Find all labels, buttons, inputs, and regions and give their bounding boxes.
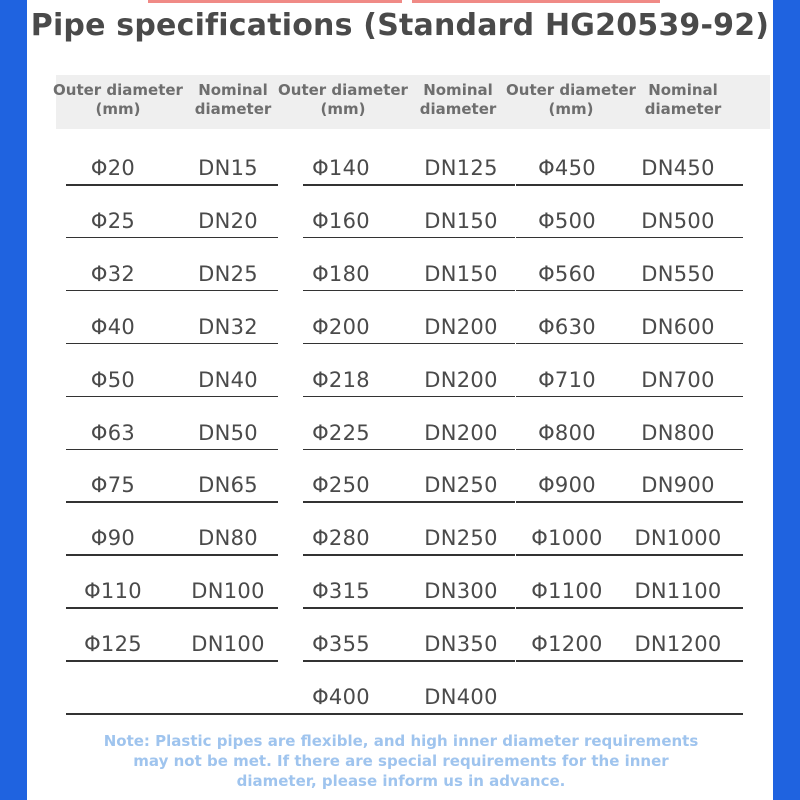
outer-diameter-cell: Φ75 [90,473,136,498]
header-nominal-diameter: Nominal diameter [194,81,272,118]
nominal-diameter-cell: DN50 [198,420,258,445]
row-divider [66,237,278,239]
nominal-diameter-cell: DN200 [424,420,498,445]
outer-diameter-cell: Φ110 [84,579,142,604]
page-title: Pipe specifications (Standard HG20539-92) [30,8,770,43]
row-divider [66,396,278,398]
nominal-diameter-cell: DN25 [198,261,258,286]
outer-diameter-cell: Φ200 [312,314,370,339]
nominal-diameter-cell: DN150 [424,208,498,233]
nominal-diameter-cell: DN250 [424,526,498,551]
nominal-diameter-cell: DN100 [191,632,265,657]
nominal-diameter-cell: DN700 [641,367,715,392]
nominal-diameter-cell: DN450 [641,156,715,180]
row-divider [516,343,743,345]
outer-diameter-cell: Φ560 [538,261,596,286]
outer-diameter-cell: Φ315 [312,579,370,604]
nominal-diameter-cell: DN500 [641,208,715,233]
row-divider [516,501,743,503]
nominal-diameter-cell: DN1100 [634,579,722,604]
outer-diameter-cell: Φ90 [90,526,136,551]
spec-card [27,0,773,800]
outer-diameter-cell: Φ280 [312,526,370,551]
header-outer-diameter: Outer diameter (mm) [53,81,183,118]
nominal-diameter-cell: DN600 [641,314,715,339]
outer-diameter-cell: Φ400 [312,685,370,709]
outer-diameter-cell: Φ140 [312,156,370,180]
outer-diameter-cell: Φ50 [90,367,136,392]
row-divider [66,184,278,186]
row-divider [303,660,515,662]
top-accent-bar [148,0,402,3]
outer-diameter-cell: Φ900 [538,473,596,498]
outer-diameter-cell: Φ1200 [531,632,603,657]
top-accent-bar [412,0,660,3]
outer-diameter-cell: Φ180 [312,261,370,286]
header-nominal-diameter: Nominal diameter [644,81,722,118]
nominal-diameter-cell: DN200 [424,367,498,392]
row-divider [66,713,743,715]
row-divider [66,343,278,345]
header-nominal-diameter: Nominal diameter [419,81,497,118]
outer-diameter-cell: Φ25 [90,208,136,233]
row-divider [516,449,743,451]
outer-diameter-cell: Φ125 [84,632,142,657]
nominal-diameter-cell: DN800 [641,420,715,445]
nominal-diameter-cell: DN65 [198,473,258,498]
outer-diameter-cell: Φ800 [538,420,596,445]
row-divider [66,501,278,503]
row-divider [516,290,743,292]
nominal-diameter-cell: DN350 [424,632,498,657]
row-divider [303,396,515,398]
header-outer-diameter: Outer diameter (mm) [506,81,636,118]
row-divider [303,554,515,556]
nominal-diameter-cell: DN40 [198,367,258,392]
row-divider [516,237,743,239]
outer-diameter-cell: Φ1000 [531,526,603,551]
row-divider [303,237,515,239]
nominal-diameter-cell: DN150 [424,261,498,286]
row-divider [303,449,515,451]
row-divider [516,396,743,398]
nominal-diameter-cell: DN32 [198,314,258,339]
header-outer-diameter: Outer diameter (mm) [278,81,408,118]
nominal-diameter-cell: DN125 [424,156,498,180]
outer-diameter-cell: Φ218 [312,367,370,392]
row-divider [303,607,515,609]
outer-diameter-cell: Φ63 [90,420,136,445]
note-text: Note: Plastic pipes are flexible, and high inner diameter requirements may not be met. If there are special requirements for the inner diameter, please inform us in advance. [103,732,699,790]
outer-diameter-cell: Φ160 [312,208,370,233]
nominal-diameter-cell: DN1000 [634,526,722,551]
row-divider [516,554,743,556]
row-divider [303,501,515,503]
outer-diameter-cell: Φ710 [538,367,596,392]
row-divider [516,184,743,186]
outer-diameter-cell: Φ1100 [531,579,603,604]
outer-diameter-cell: Φ225 [312,420,370,445]
row-divider [516,607,743,609]
nominal-diameter-cell: DN15 [198,156,258,180]
outer-diameter-cell: Φ20 [90,156,136,180]
nominal-diameter-cell: DN20 [198,208,258,233]
row-divider [303,184,515,186]
outer-diameter-cell: Φ355 [312,632,370,657]
row-divider [66,290,278,292]
nominal-diameter-cell: DN900 [641,473,715,498]
row-divider [66,449,278,451]
nominal-diameter-cell: DN100 [191,579,265,604]
row-divider [303,343,515,345]
nominal-diameter-cell: DN550 [641,261,715,286]
row-divider [66,554,278,556]
nominal-diameter-cell: DN250 [424,473,498,498]
nominal-diameter-cell: DN80 [198,526,258,551]
nominal-diameter-cell: DN300 [424,579,498,604]
row-divider [66,607,278,609]
outer-diameter-cell: Φ630 [538,314,596,339]
nominal-diameter-cell: DN200 [424,314,498,339]
outer-diameter-cell: Φ450 [538,156,596,180]
nominal-diameter-cell: DN400 [424,685,498,709]
row-divider [516,660,743,662]
row-divider [66,660,278,662]
outer-diameter-cell: Φ32 [90,261,136,286]
row-divider [303,290,515,292]
nominal-diameter-cell: DN1200 [634,632,722,657]
outer-diameter-cell: Φ250 [312,473,370,498]
outer-diameter-cell: Φ500 [538,208,596,233]
outer-diameter-cell: Φ40 [90,314,136,339]
